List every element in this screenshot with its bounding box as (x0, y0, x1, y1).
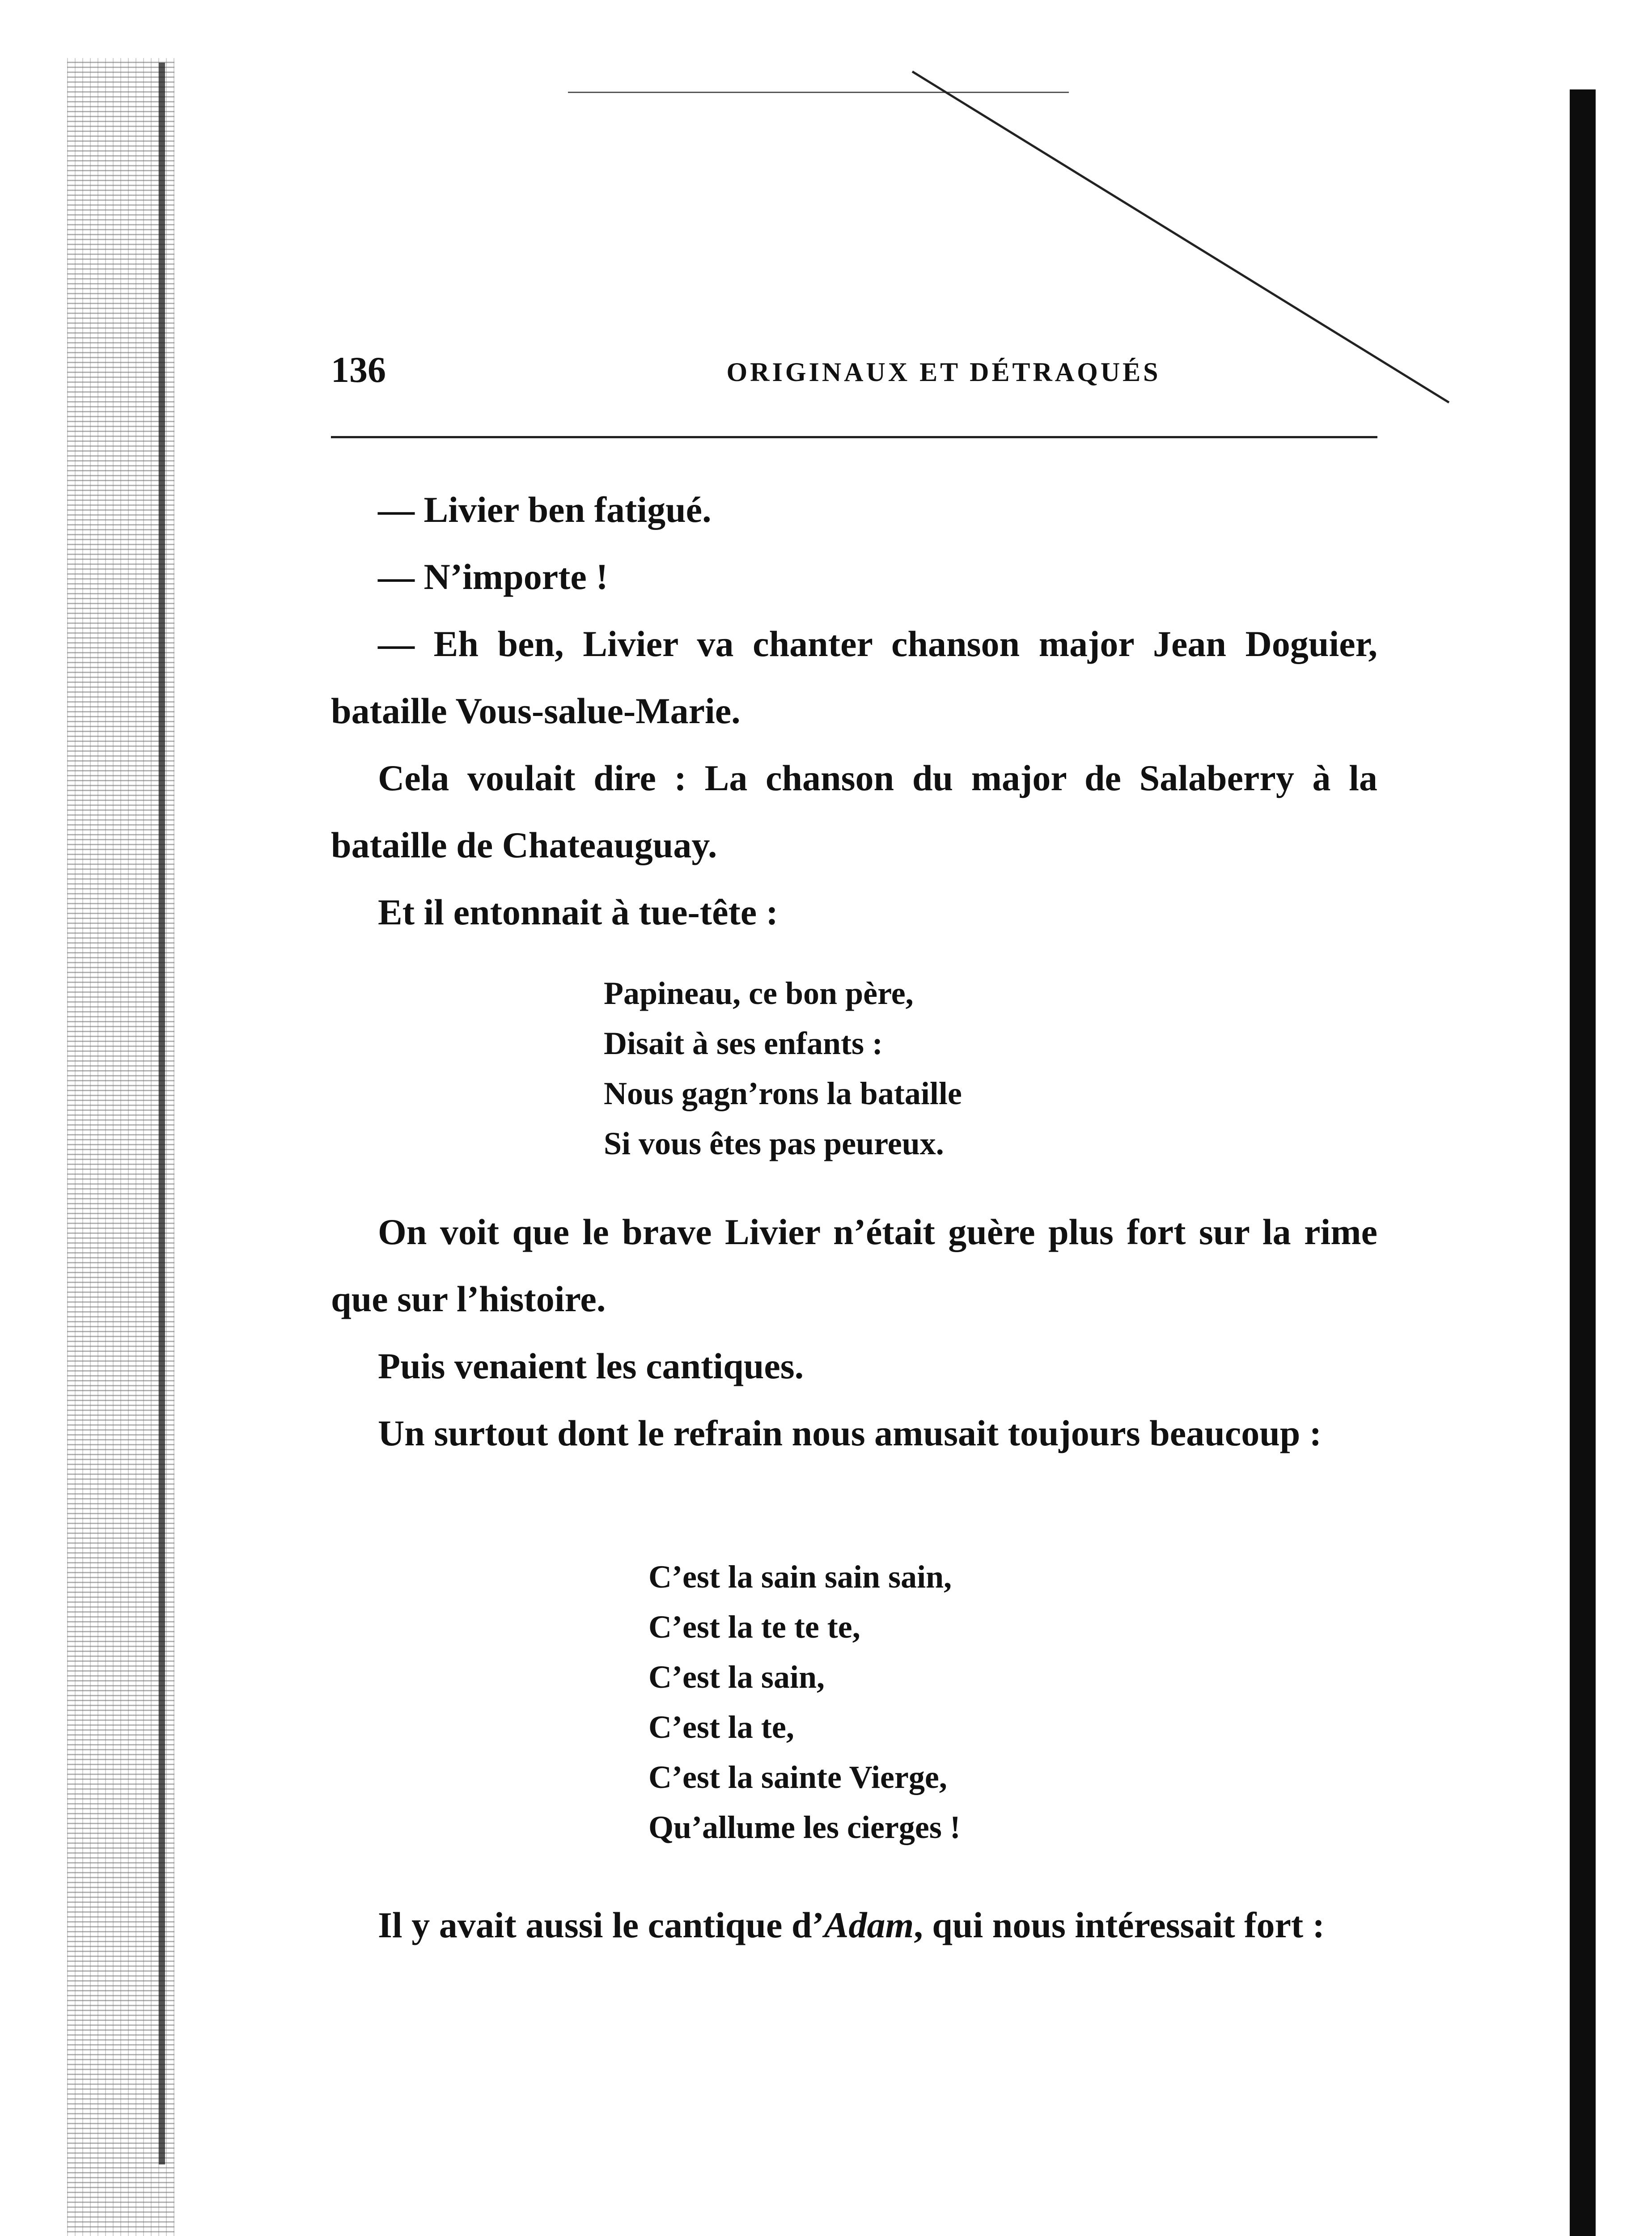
text-block-top (331, 476, 1377, 946)
verse-line: Qu’allume les cierges ! (648, 1809, 961, 1845)
verse-line: C’est la sainte Vierge, (648, 1759, 947, 1795)
paragraph (331, 1892, 1377, 1959)
paragraph: — N’importe ! (378, 556, 608, 597)
paragraph: Un surtout dont le refrain nous amusait toujours beaucoup : (378, 1413, 1322, 1453)
verse-line: Si vous êtes pas peureux. (604, 1126, 944, 1161)
italic-title: Adam (824, 1905, 914, 1945)
verse-line: Disait à ses enfants : (604, 1025, 883, 1061)
verse-block-1 (604, 968, 962, 1169)
paragraph: On voit que le brave Livier n’était guère plus fort sur la rime que sur l’histoire. (331, 1211, 1377, 1319)
page-number: 136 (331, 349, 386, 390)
verse-block-2 (648, 1552, 961, 1852)
verse-line: Nous gagn’rons la bataille (604, 1076, 962, 1111)
text-block-middle (331, 1198, 1377, 1467)
verse-line: C’est la sain sain sain, (648, 1559, 952, 1595)
paragraph-text-start: Il y avait aussi le cantique d’ (378, 1905, 824, 1945)
paragraph: Puis venaient les cantiques. (378, 1346, 804, 1386)
paragraph: — Eh ben, Livier va chanter chanson major Jean Doguier, bataille Vous-salue-Marie. (331, 623, 1377, 731)
header-rule (331, 436, 1377, 438)
verse-line: C’est la te te te, (648, 1609, 860, 1645)
verse-line: C’est la sain, (648, 1659, 825, 1695)
verse-line: Papineau, ce bon père, (604, 975, 914, 1011)
paragraph: Et il entonnait à tue-tête : (378, 892, 778, 932)
paragraph: — Livier ben fatigué. (378, 489, 712, 530)
paragraph: Cela voulait dire : La chanson du major de Salaberry à la bataille de Chateauguay. (331, 758, 1377, 865)
running-title: ORIGINAUX ET DÉTRAQUÉS (726, 357, 1161, 387)
verse-line: C’est la te, (648, 1709, 794, 1745)
text-block-bottom (331, 1892, 1377, 1959)
running-head (331, 349, 1377, 402)
paragraph-text-end: , qui nous intéressait fort : (914, 1905, 1325, 1945)
